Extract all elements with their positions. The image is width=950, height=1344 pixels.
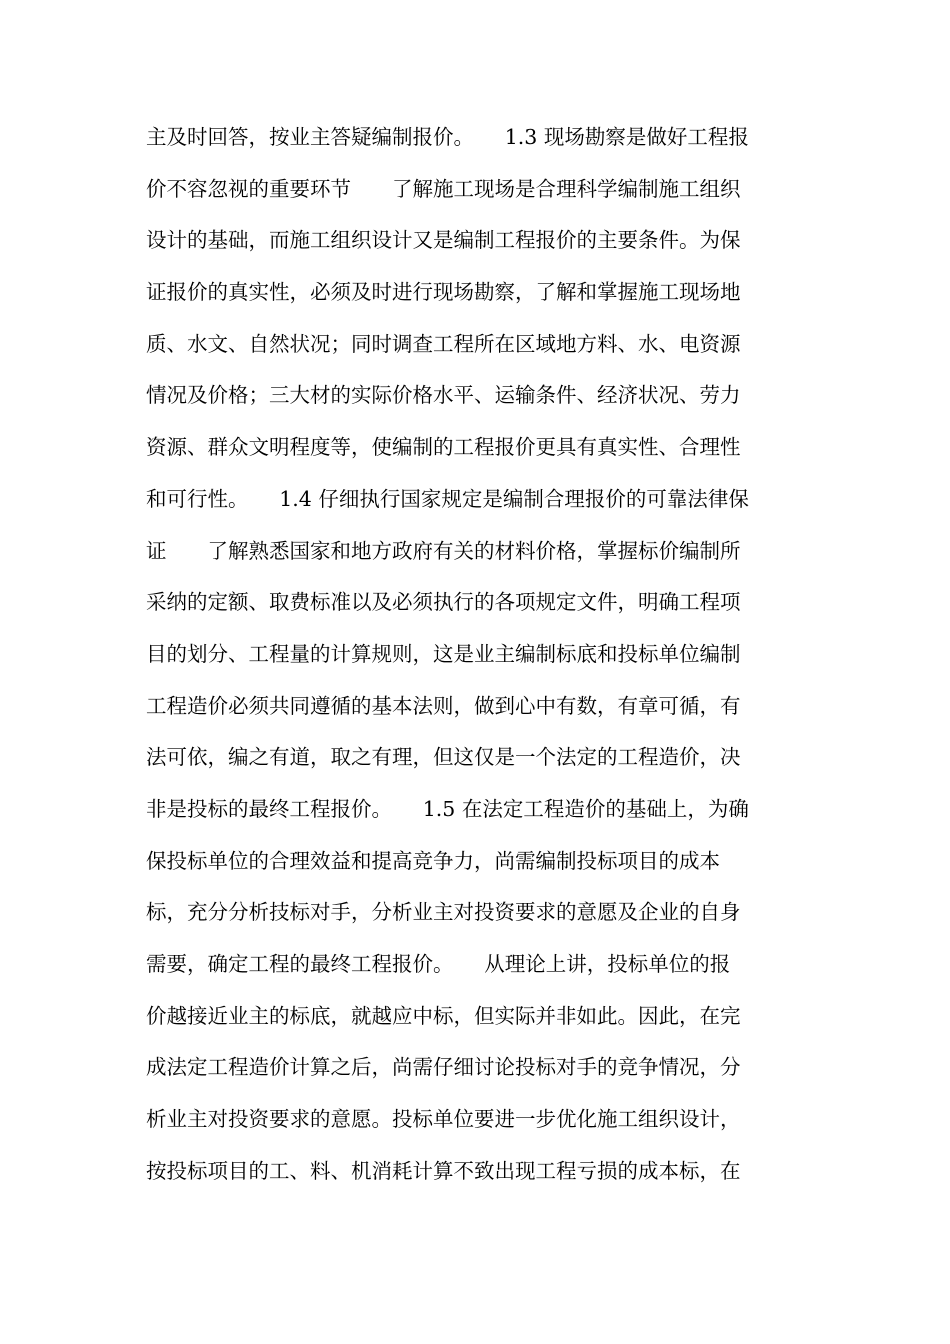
text-line: 非是投标的最终工程报价。 1.5 在法定工程造价的基础上，为确 <box>146 796 749 821</box>
text-line: 目的划分、工程量的计算规则，这是业主编制标底和投标单位编制 <box>146 641 741 666</box>
text-line: 证 了解熟悉国家和地方政府有关的材料价格，掌握标价编制所 <box>146 538 741 563</box>
text-line: 资源、群众文明程度等，使编制的工程报价更具有真实性、合理性 <box>146 435 741 460</box>
text-line: 成法定工程造价计算之后，尚需仔细讨论投标对手的竞争情况，分 <box>146 1055 741 1080</box>
text-line: 需要，确定工程的最终工程报价。 从理论上讲，投标单位的报 <box>146 952 731 976</box>
text-line: 质、水文、自然状况；同时调查工程所在区域地方料、水、电资源 <box>146 331 741 356</box>
text-line: 保投标单位的合理效益和提高竞争力，尚需编制投标项目的成本 <box>146 848 720 873</box>
text-line: 工程造价必须共同遵循的基本法则，做到心中有数，有章可循，有 <box>146 693 741 718</box>
text-line: 析业主对投资要求的意愿。投标单位要进一步优化施工组织设计， <box>146 1107 741 1132</box>
text-line: 证报价的真实性，必须及时进行现场勘察，了解和掌握施工现场地 <box>146 280 741 305</box>
text-line: 设计的基础，而施工组织设计又是编制工程报价的主要条件。为保 <box>146 228 741 253</box>
text-line: 采纳的定额、取费标准以及必须执行的各项规定文件，明确工程项 <box>146 590 741 615</box>
text-line: 按投标项目的工、料、机消耗计算不致出现工程亏损的成本标，在 <box>146 1158 741 1183</box>
text-line: 法可依，编之有道，取之有理，但这仅是一个法定的工程造价，决 <box>146 745 741 770</box>
text-line: 和可行性。 1.4 仔细执行国家规定是编制合理报价的可靠法律保 <box>146 486 749 511</box>
text-line: 价不容忽视的重要环节 了解施工现场是合理科学编制施工组织 <box>146 176 741 201</box>
text-line: 主及时回答，按业主答疑编制报价。 1.3 现场勘察是做好工程报 <box>146 125 749 149</box>
text-line: 价越接近业主的标底，就越应中标，但实际并非如此。因此，在完 <box>146 1003 741 1028</box>
document-body-text <box>146 116 806 1201</box>
text-line: 情况及价格；三大材的实际价格水平、运输条件、经济状况、劳力 <box>146 383 741 408</box>
text-line: 标，充分分析技标对手，分析业主对投资要求的意愿及企业的自身 <box>146 900 741 925</box>
